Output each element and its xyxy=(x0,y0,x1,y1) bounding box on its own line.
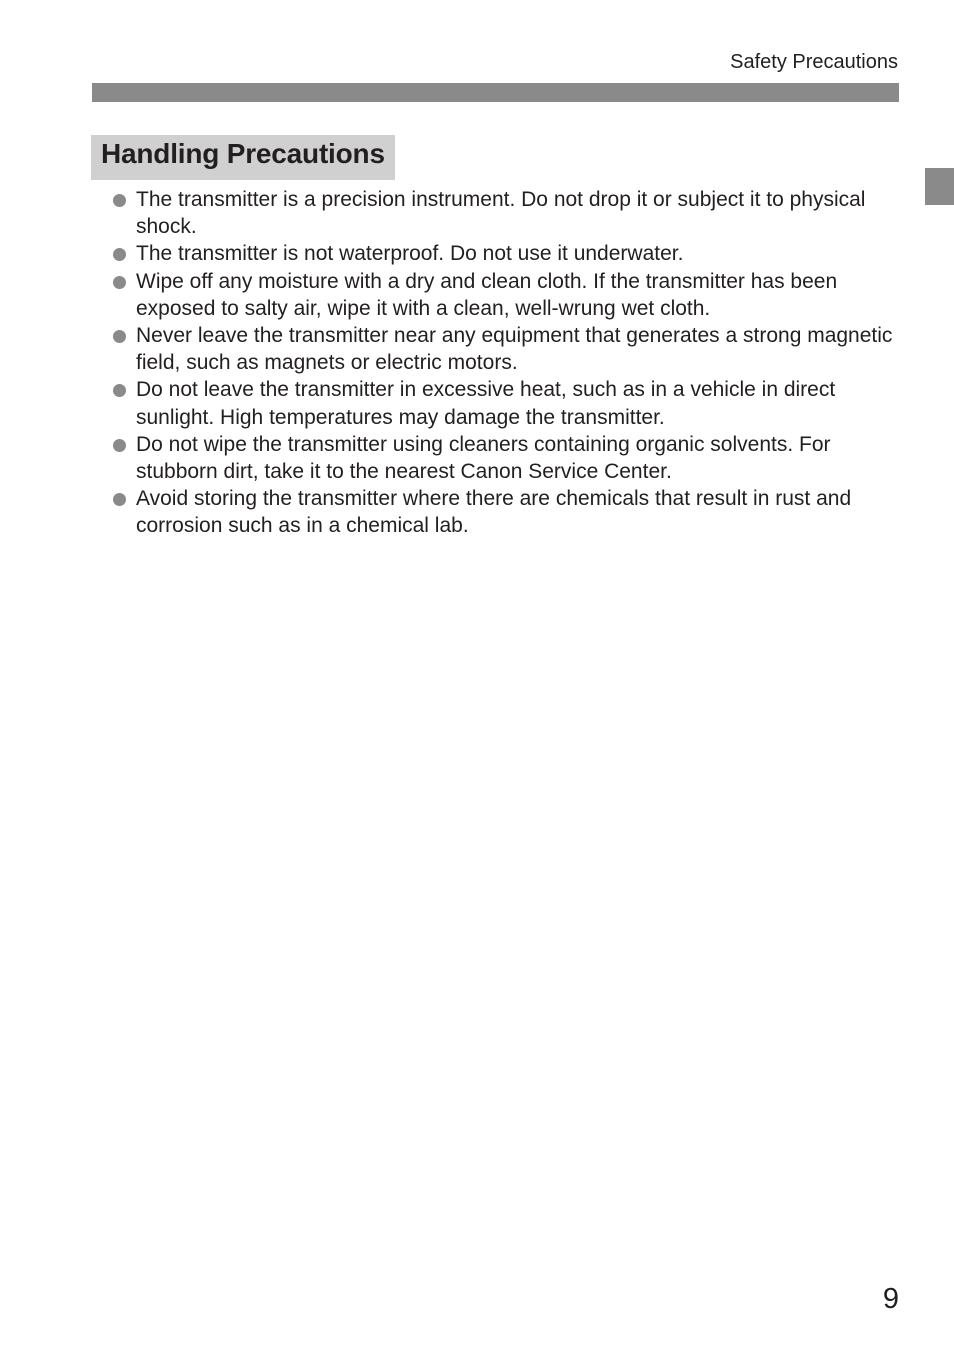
list-item xyxy=(113,431,903,485)
list-item xyxy=(113,268,903,322)
list-item-text: The transmitter is not waterproof. Do not use it underwater. xyxy=(136,242,684,266)
precautions-list xyxy=(113,186,903,540)
bullet-icon xyxy=(113,439,126,452)
list-item xyxy=(113,186,903,240)
list-item-text: Wipe off any moisture with a dry and clean cloth. If the transmitter has been exposed to salty air, wipe it with a clean, well-wrung wet cloth. xyxy=(136,269,838,320)
list-item xyxy=(113,322,903,376)
header-bar xyxy=(92,83,899,102)
list-item-text: Do not leave the transmitter in excessive heat, such as in a vehicle in direct sunlight. High temperatures may damage the transmitter. xyxy=(136,378,836,429)
list-item-text: The transmitter is a precision instrument. Do not drop it or subject it to physical shock. xyxy=(136,188,866,239)
list-item-text: Do not wipe the transmitter using cleaners containing organic solvents. For stubborn dirt, take it to the nearest Canon Service Center. xyxy=(136,432,831,484)
bullet-icon xyxy=(113,194,126,207)
list-item xyxy=(113,485,903,539)
running-header: Safety Precautions xyxy=(730,51,898,73)
list-item xyxy=(113,240,903,267)
list-item xyxy=(113,376,903,430)
list-item-text: Avoid storing the transmitter where there are chemicals that result in rust and corrosion such as in a chemical lab. xyxy=(136,487,852,538)
list-item-text: Never leave the transmitter near any equipment that generates a strong magnetic field, such as magnets or electric motors. xyxy=(136,324,893,375)
bullet-icon xyxy=(113,493,126,506)
bullet-icon xyxy=(113,384,126,397)
page-number: 9 xyxy=(882,1283,899,1315)
bullet-icon xyxy=(113,248,126,261)
bullet-icon xyxy=(113,330,126,343)
side-tab xyxy=(925,168,954,205)
section-title: Handling Precautions xyxy=(91,135,395,180)
bullet-icon xyxy=(113,276,126,289)
